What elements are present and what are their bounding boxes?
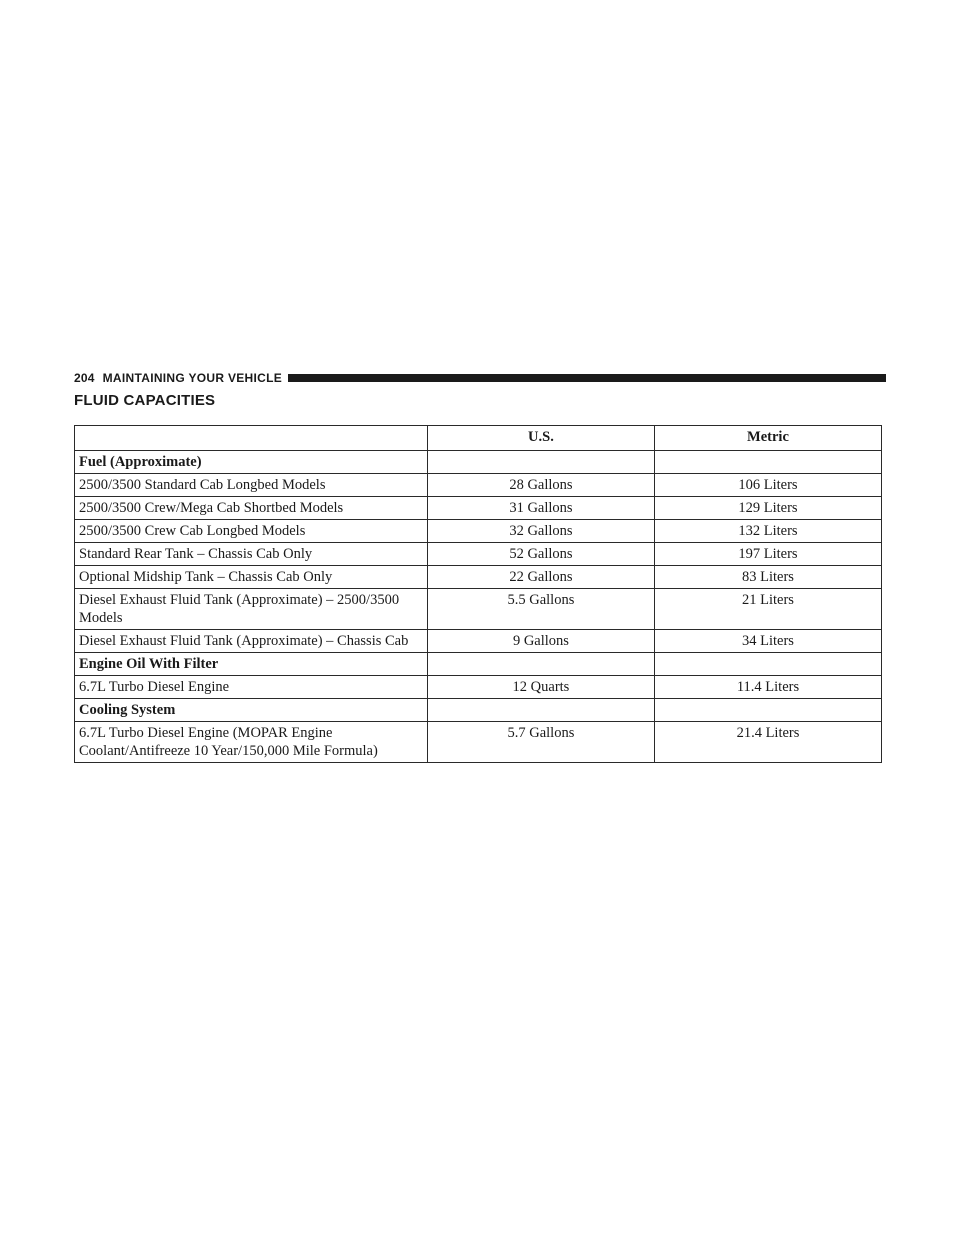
column-header-us: U.S. bbox=[427, 426, 654, 451]
row-metric-value: 83 Liters bbox=[654, 566, 881, 589]
table-row bbox=[75, 451, 882, 474]
table-row bbox=[75, 699, 882, 722]
row-description: Standard Rear Tank – Chassis Cab Only bbox=[75, 543, 428, 566]
row-description: 2500/3500 Crew/Mega Cab Shortbed Models bbox=[75, 497, 428, 520]
table-row bbox=[75, 497, 882, 520]
row-metric-value bbox=[654, 653, 881, 676]
row-metric-value: 11.4 Liters bbox=[654, 676, 881, 699]
row-description: 6.7L Turbo Diesel Engine bbox=[75, 676, 428, 699]
row-us-value: 31 Gallons bbox=[427, 497, 654, 520]
row-metric-value: 129 Liters bbox=[654, 497, 881, 520]
row-description: Diesel Exhaust Fluid Tank (Approximate) – Chassis Cab bbox=[75, 630, 428, 653]
table-header-row bbox=[75, 426, 882, 451]
row-metric-value: 106 Liters bbox=[654, 474, 881, 497]
row-description: Engine Oil With Filter bbox=[75, 653, 428, 676]
row-metric-value: 197 Liters bbox=[654, 543, 881, 566]
row-us-value bbox=[427, 653, 654, 676]
table-row bbox=[75, 722, 882, 763]
row-description: Diesel Exhaust Fluid Tank (Approximate) – 2500/3500 Models bbox=[75, 589, 428, 630]
row-us-value: 9 Gallons bbox=[427, 630, 654, 653]
section-title: FLUID CAPACITIES bbox=[74, 392, 216, 409]
table-row bbox=[75, 630, 882, 653]
row-description: 6.7L Turbo Diesel Engine (MOPAR Engine Coolant/Antifreeze 10 Year/150,000 Mile Formula) bbox=[75, 722, 428, 763]
fluid-capacities-table bbox=[74, 425, 882, 763]
table-row bbox=[75, 543, 882, 566]
page-number: 204 bbox=[74, 371, 95, 385]
table-row bbox=[75, 676, 882, 699]
row-metric-value: 21.4 Liters bbox=[654, 722, 881, 763]
table-row bbox=[75, 520, 882, 543]
row-us-value: 32 Gallons bbox=[427, 520, 654, 543]
section-name: MAINTAINING YOUR VEHICLE bbox=[102, 371, 283, 385]
row-metric-value: 21 Liters bbox=[654, 589, 881, 630]
row-us-value: 5.5 Gallons bbox=[427, 589, 654, 630]
table-row bbox=[75, 566, 882, 589]
row-metric-value bbox=[654, 699, 881, 722]
table-row bbox=[75, 474, 882, 497]
row-description: 2500/3500 Standard Cab Longbed Models bbox=[75, 474, 428, 497]
column-header-metric: Metric bbox=[654, 426, 881, 451]
column-header-description bbox=[75, 426, 428, 451]
row-description: Fuel (Approximate) bbox=[75, 451, 428, 474]
row-description: Optional Midship Tank – Chassis Cab Only bbox=[75, 566, 428, 589]
table-row bbox=[75, 653, 882, 676]
row-us-value: 5.7 Gallons bbox=[427, 722, 654, 763]
row-us-value: 22 Gallons bbox=[427, 566, 654, 589]
row-metric-value: 132 Liters bbox=[654, 520, 881, 543]
table-row bbox=[75, 589, 882, 630]
row-us-value: 28 Gallons bbox=[427, 474, 654, 497]
row-us-value bbox=[427, 451, 654, 474]
row-metric-value: 34 Liters bbox=[654, 630, 881, 653]
row-us-value: 12 Quarts bbox=[427, 676, 654, 699]
row-us-value: 52 Gallons bbox=[427, 543, 654, 566]
row-us-value bbox=[427, 699, 654, 722]
row-metric-value bbox=[654, 451, 881, 474]
header-rule bbox=[288, 374, 886, 382]
row-description: Cooling System bbox=[75, 699, 428, 722]
row-description: 2500/3500 Crew Cab Longbed Models bbox=[75, 520, 428, 543]
page-header bbox=[74, 370, 886, 386]
